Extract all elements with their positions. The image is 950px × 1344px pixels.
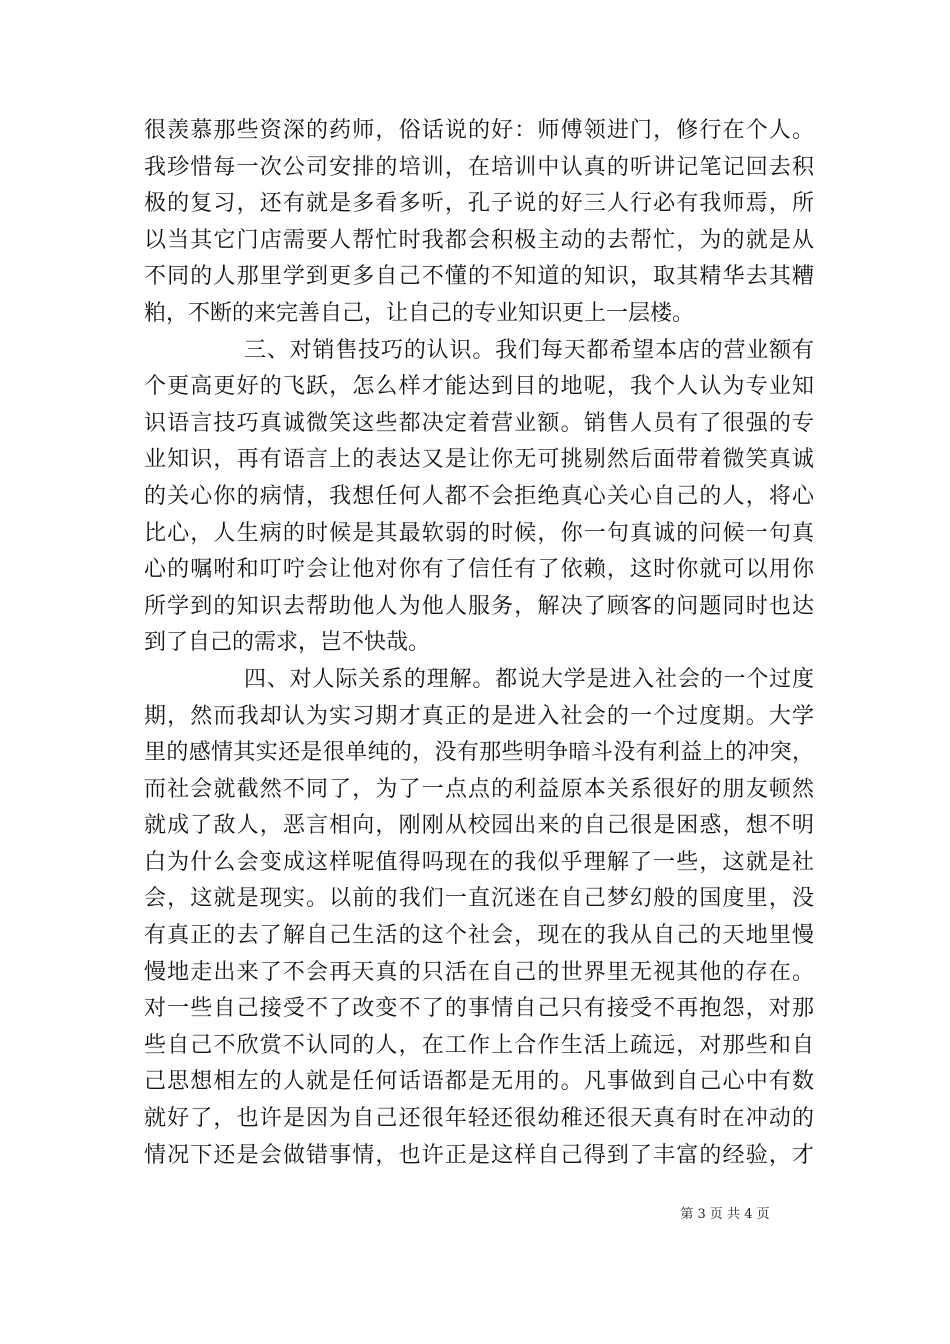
text-line: 的关心你的病情，我想任何人都不会拒绝真心关心自己的人，将心 [144, 483, 814, 509]
text-line: 而社会就截然不同了，为了一点点的利益原本关系很好的朋友顿然 [144, 776, 814, 802]
page-footer [0, 1203, 950, 1222]
text-line: 所学到的知识去帮助他人为他人服务，解决了顾客的问题同时也达 [144, 593, 814, 619]
text-line: 不同的人那里学到更多自己不懂的不知道的知识，取其精华去其糟 [144, 264, 814, 290]
text-line: 以当其它门店需要人帮忙时我都会积极主动的去帮忙，为的就是从 [144, 227, 814, 253]
text-line: 己思想相左的人就是任何话语都是无用的。凡事做到自己心中有数 [144, 1069, 814, 1095]
page-number: 第 3 页 共 4 页 [680, 1207, 770, 1222]
text-line: 业知识，再有语言上的表达又是让你无可挑剔然后面带着微笑真诚 [144, 447, 814, 473]
text-line: 就成了敌人，恶言相向，刚刚从校园出来的自己很是困惑，想不明 [144, 813, 814, 839]
text-line: 期，然而我却认为实习期才真正的是进入社会的一个过度期。大学 [144, 703, 814, 729]
text-line: 慢地走出来了不会再天真的只活在自己的世界里无视其他的存在。 [144, 959, 814, 985]
text-line: 白为什么会变成这样呢值得吗现在的我似乎理解了一些，这就是社 [144, 849, 814, 875]
text-line: 比心，人生病的时候是其最软弱的时候，你一句真诚的问候一句真 [144, 520, 814, 546]
text-line: 很羡慕那些资深的药师，俗话说的好：师傅领进门，修行在个人。 [144, 118, 814, 143]
text-line: 情况下还是会做错事情，也许正是这样自己得到了丰富的经验，才 [144, 1142, 814, 1168]
text-line: 里的感情其实还是很单纯的，没有那些明争暗斗没有利益上的冲突， [144, 740, 814, 766]
text-line: 会，这就是现实。以前的我们一直沉迷在自己梦幻般的国度里，没 [144, 886, 814, 912]
text-line: 心的嘱咐和叮咛会让他对你有了信任有了依赖，这时你就可以用你 [144, 557, 814, 583]
text-line: 就好了，也许是因为自己还很年轻还很幼稚还很天真有时在冲动的 [144, 1106, 814, 1132]
section-heading-line: 四、对人际关系的理解。都说大学是进入社会的一个过度 [244, 666, 814, 692]
text-line: 我珍惜每一次公司安排的培训，在培训中认真的听讲记笔记回去积 [144, 154, 814, 180]
text-line: 些自己不欣赏不认同的人，在工作上合作生活上疏远，对那些和自 [144, 1032, 814, 1058]
text-line: 极的复习，还有就是多看多听，孔子说的好三人行必有我师焉，所 [144, 191, 814, 217]
section-heading-line: 三、对销售技巧的认识。我们每天都希望本店的营业额有 [244, 337, 814, 363]
text-line: 到了自己的需求，岂不快哉。 [144, 630, 431, 656]
text-line: 有真正的去了解自己生活的这个社会，现在的我从自己的天地里慢 [144, 923, 814, 949]
text-line: 粕，不断的来完善自己，让自己的专业知识更上一层楼。 [144, 300, 695, 326]
text-line: 对一些自己接受不了改变不了的事情自己只有接受不再抱怨，对那 [144, 996, 814, 1022]
text-line: 个更高更好的飞跃，怎么样才能达到目的地呢，我个人认为专业知 [144, 374, 814, 400]
text-line: 识语言技巧真诚微笑这些都决定着营业额。销售人员有了很强的专 [144, 410, 814, 436]
document-body [144, 113, 814, 1174]
